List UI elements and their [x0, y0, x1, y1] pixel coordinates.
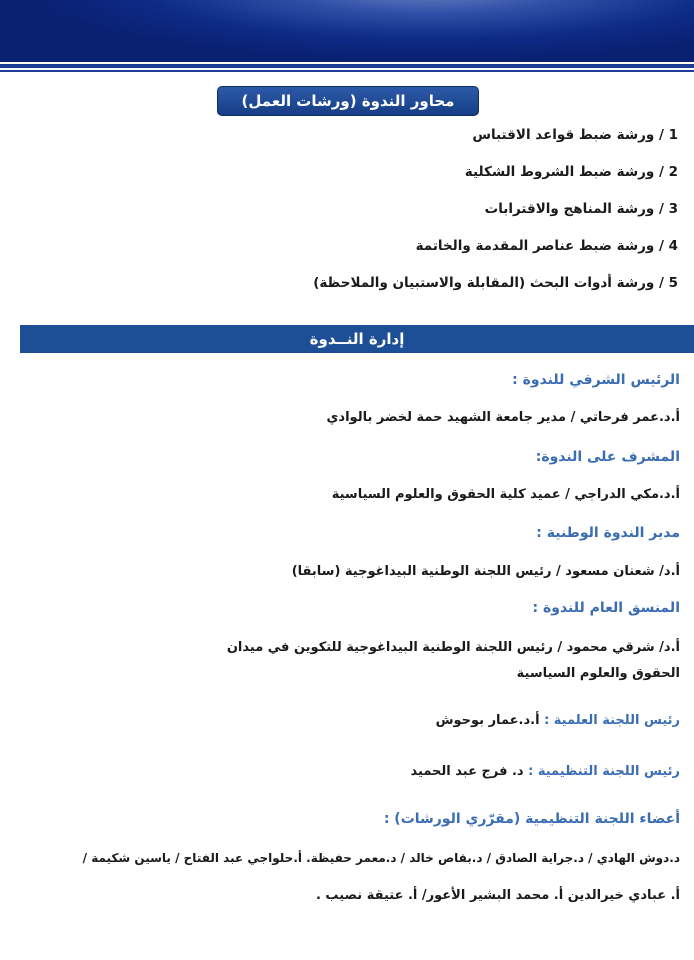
scientific-committee-value: أ.د.عمار بوحوش — [435, 713, 540, 728]
members-line1: د.دوش الهادي / د.جراية الصادق / د.بقاص خالد / د.معمر حفيظة. أ.حلواجي عبد الفتاح / ياسين شكيمة / — [82, 851, 680, 865]
organizing-committee-value: د. فرج عبد الحميد — [410, 764, 524, 779]
organizing-committee — [411, 764, 680, 779]
workshop-item: 3 / ورشة المناهج والاقترابات — [484, 201, 678, 217]
supervisor: أ.د.مكي الدراجي / عميد كلية الحقوق والعلوم السياسية — [331, 487, 680, 502]
honorary-chair-title: الرئيس الشرفي للندوة : — [512, 372, 680, 388]
director-title: مدير الندوة الوطنية : — [536, 525, 680, 541]
scientific-committee-label: رئيس اللجنة العلمية : — [544, 713, 680, 728]
management-title: إدارة النــدوة — [20, 325, 694, 353]
workshops-title: محاور الندوة (ورشات العمل) — [217, 86, 479, 116]
coordinator-title: المنسق العام للندوة : — [532, 600, 680, 616]
supervisor-title: المشرف على الندوة: — [535, 449, 680, 465]
header-rule — [0, 64, 694, 68]
workshop-item: 2 / ورشة ضبط الشروط الشكلية — [464, 164, 678, 180]
scientific-committee — [436, 713, 680, 728]
header-banner — [0, 0, 694, 62]
honorary-chair: أ.د.عمر فرحاتي / مدير جامعة الشهيد حمة لخضر بالوادي — [326, 410, 680, 425]
members-line2: أ. عبادي خيرالدين أ. محمد البشير الأعور/ أ. عتيقة نصيب . — [315, 888, 680, 903]
workshop-item: 1 / ورشة ضبط قواعد الاقتباس — [472, 127, 678, 143]
workshops-list — [78, 124, 678, 309]
workshop-item: 4 / ورشة ضبط عناصر المقدمة والخاتمة — [415, 238, 678, 254]
organizing-committee-label: رئيس اللجنة التنظيمية : — [528, 764, 680, 779]
workshop-item: 5 / ورشة أدوات البحث (المقابلة والاستبيان والملاحظة) — [313, 275, 678, 291]
members-title: أعضاء اللجنة التنظيمية (مقرّري الورشات) : — [383, 811, 680, 827]
header-rule-thin — [0, 70, 694, 72]
coordinator-line1: أ.د/ شرقي محمود / رئيس اللجنة الوطنية البيداغوجية للتكوين في ميدان — [226, 640, 680, 655]
director: أ.د/ شعنان مسعود / رئيس اللجنة الوطنية البيداغوجية (سابقا) — [291, 564, 680, 579]
coordinator-line2: الحقوق والعلوم السياسية — [516, 666, 680, 681]
